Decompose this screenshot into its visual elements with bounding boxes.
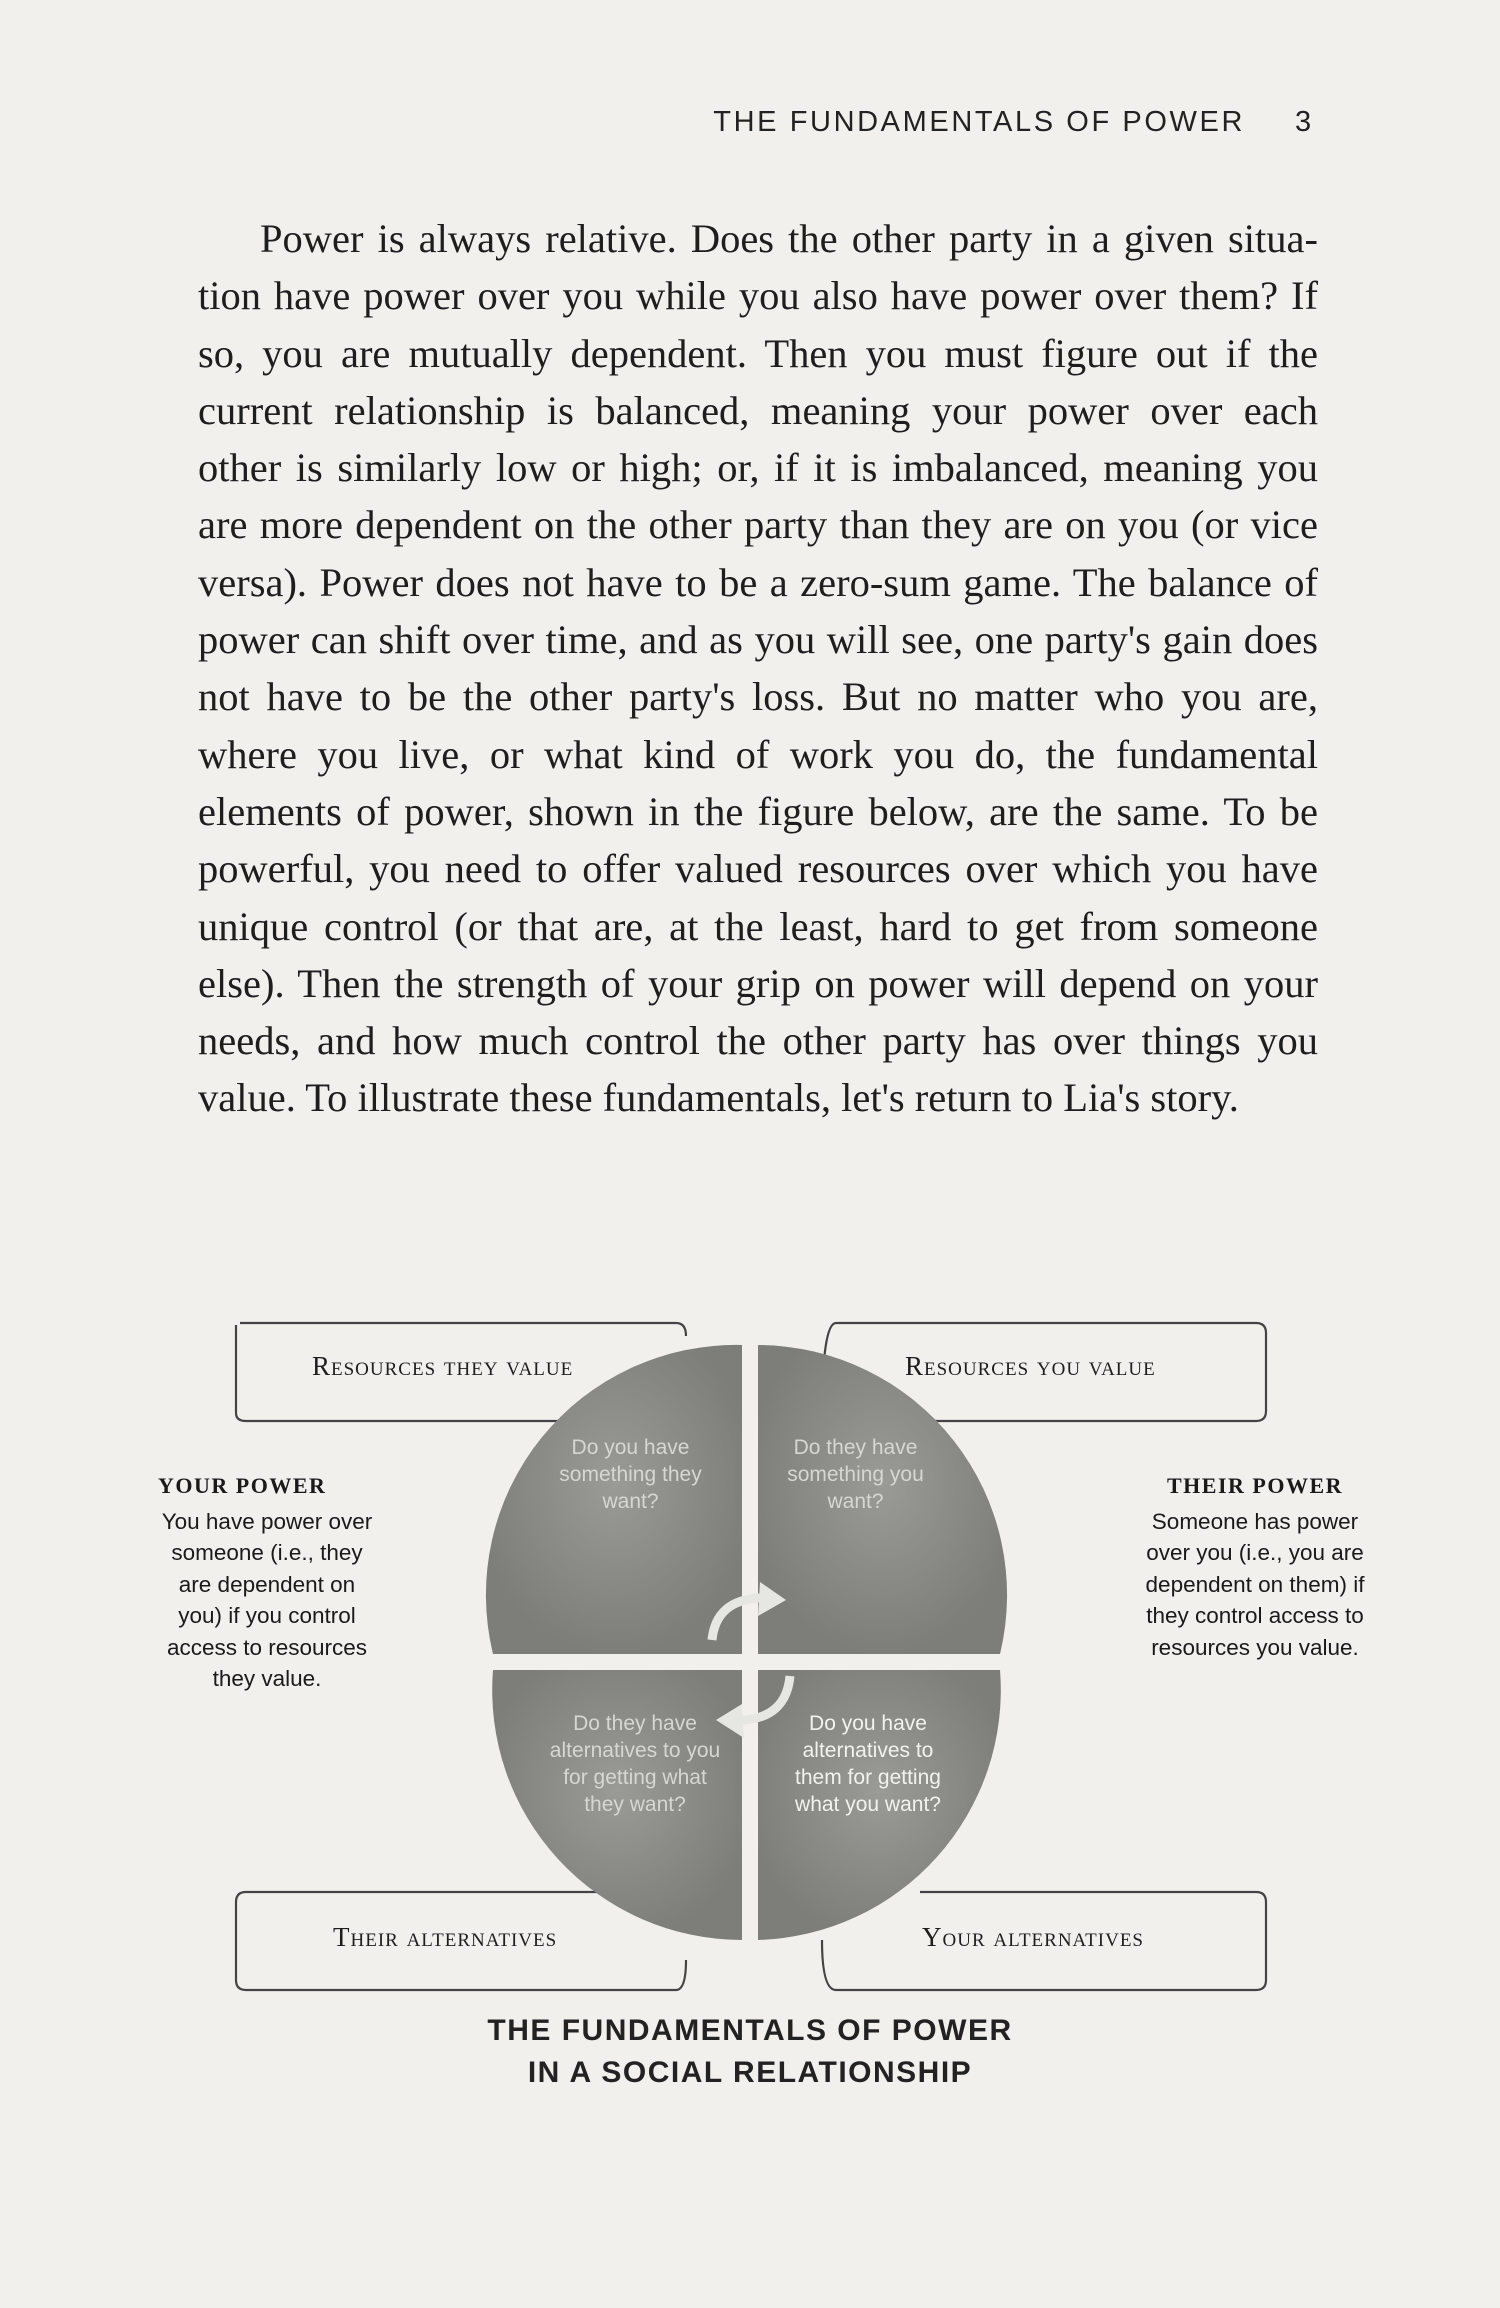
power-diagram	[0, 1300, 1500, 2100]
label-resources-they-value: Resources they value	[312, 1351, 574, 1381]
your-power-title: YOUR POWER	[158, 1473, 327, 1498]
their-power-title: THEIR POWER	[1166, 1473, 1344, 1498]
your-power-block	[158, 1470, 376, 1695]
body-paragraph: Power is always relative. Does the other party in a given situation have power over you while you also have power over them? If so, you are mutually dependent. Then you must figure out if the current relationship is balanced, meaning your power over each other is similarly low or high; or, if it is imbalanced, meaning you are more dependent on the other party than they are on you (or vice versa). Power does not have to be a zero-sum game. The balance of power can shift over time, and as you will see, one party's gain does not have to be the other party's loss. But no matter who you are, where you live, or what kind of work you do, the fundamental elements of power, shown in the figure below, are the same. To be powerful, you need to offer valued resources over which you have unique control (or that are, at the least, hard to get from someone else). Then the strength of your grip on power will depend on your needs, and how much control the other party has over things you value. To illustrate these fundamentals, let's return to Lia's story.	[198, 216, 1318, 1121]
figure-caption	[0, 2010, 1500, 2094]
running-head	[0, 106, 1500, 146]
label-resources-you-value: Resources you value	[905, 1351, 1156, 1381]
body-text	[198, 210, 1318, 1127]
their-power-text: Someone has power over you (i.e., you are dependent on them) if they control access to resources you value.	[1145, 1508, 1365, 1660]
quadrant-bottom-left: Do they have alternatives to you for getting what they want?	[549, 1712, 721, 1816]
quadrant-top-right: Do they have something you want?	[787, 1436, 924, 1513]
their-power-block	[1140, 1470, 1370, 1663]
caption-line-1: THE FUNDAMENTALS OF POWER	[487, 2014, 1013, 2047]
label-their-alternatives: Their alternatives	[333, 1922, 558, 1952]
quadrant-bottom-right: Do you have alternatives to them for getting what you want?	[795, 1712, 941, 1816]
page-number: 3	[1295, 106, 1312, 138]
running-head-title: THE FUNDAMENTALS OF POWER	[713, 106, 1245, 138]
power-diagram-graphic	[0, 1300, 1500, 2100]
your-power-text: You have power over someone (i.e., they are dependent on you) if you control access to resources they value.	[161, 1508, 373, 1691]
label-your-alternatives: Your alternatives	[922, 1922, 1144, 1952]
caption-line-2: IN A SOCIAL RELATIONSHIP	[527, 2056, 973, 2089]
quadrant-top-left: Do you have something they want?	[559, 1436, 702, 1513]
